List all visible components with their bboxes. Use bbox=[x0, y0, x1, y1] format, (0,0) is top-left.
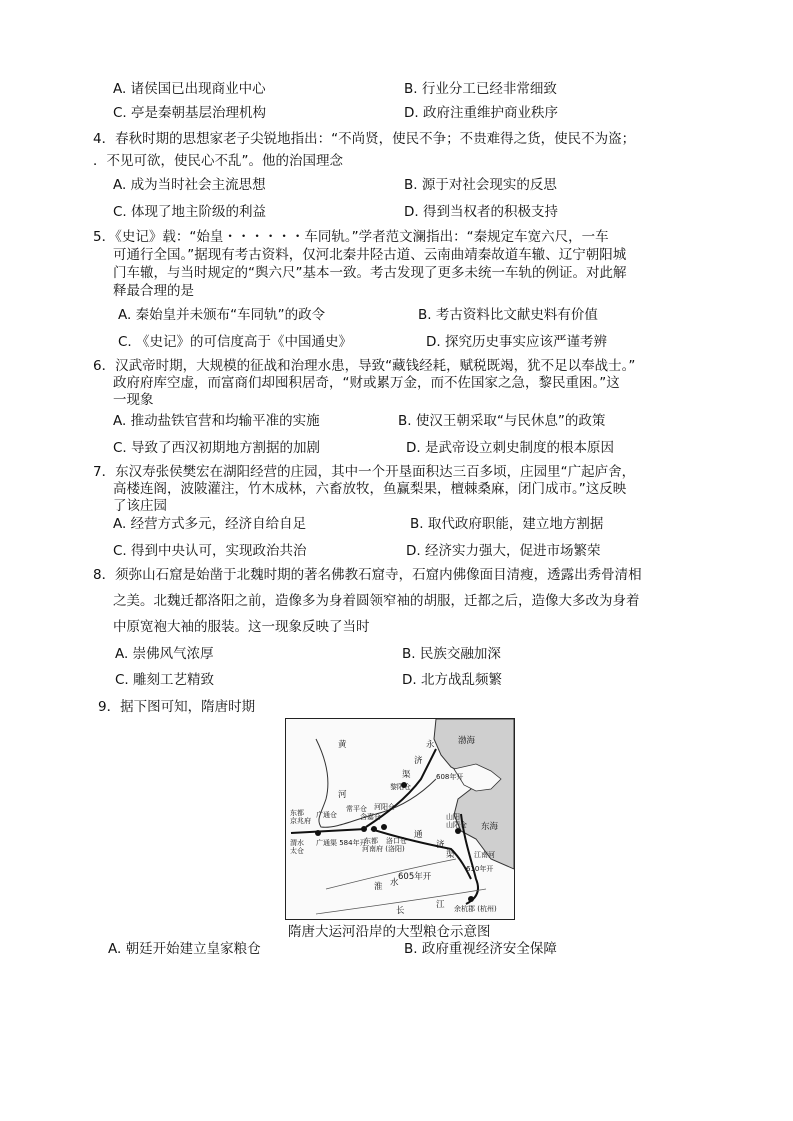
q5-option-a: A. 秦始皇并未颁布“车同轨”的政令 bbox=[118, 307, 326, 323]
map-label: 山阳仓 bbox=[446, 821, 467, 829]
map-label: 605年开 bbox=[398, 872, 432, 882]
granary-dot bbox=[315, 830, 321, 836]
q8-option-d: D. 北方战乱频繁 bbox=[402, 672, 502, 688]
granary-dot bbox=[381, 824, 387, 830]
map-label: 黄 bbox=[338, 740, 347, 750]
q6-stem-line2: 政府府库空虚，而富商们却囤积居奇，“财或累万金，而不佐国家之急，黎民重困。”这 bbox=[113, 375, 620, 391]
q4-option-b: B. 源于对社会现实的反思 bbox=[404, 177, 557, 193]
q8-stem-line2: 之美。北魏迁都洛阳之前，造像多为身着圆领窄袖的胡服，迁都之后，造像大多改为身着 bbox=[113, 593, 640, 609]
map-label: 东海 bbox=[481, 822, 499, 832]
granary-dot bbox=[468, 896, 474, 902]
map-label: 608年开 bbox=[436, 773, 464, 781]
map-label: 黎阳仓 bbox=[390, 783, 411, 791]
map-label: 广通仓 bbox=[316, 811, 337, 819]
q7-option-c: C. 得到中央认可，实现政治共治 bbox=[113, 543, 307, 559]
q6-option-c: C. 导致了西汉初期地方割据的加剧 bbox=[113, 440, 321, 456]
q4-option-c: C. 体现了地主阶级的利益 bbox=[113, 204, 267, 220]
map-label: 淮 bbox=[374, 882, 383, 892]
map-label: 永 bbox=[426, 740, 435, 750]
q7-stem-line1: 7．东汉寿张侯樊宏在湖阳经营的庄园，其中一个开垦面积达三百多顷，庄园里“广起庐舍， bbox=[93, 464, 636, 480]
map-label: 河阳仓 bbox=[374, 803, 395, 811]
q6-stem-line1: 6．汉武帝时期，大规模的征战和治理水患，导致“藏钱经耗，赋税既竭，犹不足以奉战士。” bbox=[93, 358, 636, 374]
map-label: 洛口仓 bbox=[386, 837, 407, 845]
map-label: 渭水 bbox=[290, 839, 304, 847]
map-label: 东都 bbox=[364, 837, 378, 845]
map-label: 渠 bbox=[402, 770, 411, 780]
map-label: 常平仓 bbox=[346, 805, 367, 813]
q8-option-a: A. 崇佛风气浓厚 bbox=[115, 646, 214, 662]
q5-option-d: D. 探究历史事实应该严谨考辨 bbox=[426, 334, 607, 350]
q8-option-b: B. 民族交融加深 bbox=[402, 646, 501, 662]
q9-option-a: A. 朝廷开始建立皇家粮仓 bbox=[108, 941, 261, 957]
q9-option-b: B. 政府重视经济安全保障 bbox=[404, 941, 557, 957]
map-label: 含嘉仓 bbox=[360, 813, 381, 821]
q5-stem-line4: 释最合理的是 bbox=[113, 283, 194, 299]
q6-option-b: B. 使汉王朝采取“与民休息”的政策 bbox=[398, 413, 606, 429]
q5-option-c: C. 《史记》的可信度高于《中国通史》 bbox=[118, 334, 353, 350]
map-label: 京兆府 bbox=[290, 817, 311, 825]
q6-option-d: D. 是武帝设立刺史制度的根本原因 bbox=[406, 440, 614, 456]
map-label: 广通渠 584年开 bbox=[316, 839, 367, 847]
map-label: 长 bbox=[396, 906, 405, 916]
q8-option-c: C. 雕刻工艺精致 bbox=[115, 672, 215, 688]
q5-stem-line2: 可通行全国。”据现有考古资料，仅河北秦井陉古道、云南曲靖秦故道车辙、辽宁朝阳城 bbox=[113, 247, 627, 263]
q4-option-a: A. 成为当时社会主流思想 bbox=[113, 177, 266, 193]
map-label: 济 bbox=[436, 840, 445, 850]
q6-stem-line3: 一现象 bbox=[113, 392, 154, 408]
map-label: 江南河 bbox=[474, 851, 495, 859]
map-label: 通 bbox=[414, 830, 423, 840]
q5-stem-line3: 门车辙，与当时规定的“舆六尺”基本一致。考古发现了更多未统一车轨的例证。对此解 bbox=[113, 265, 627, 281]
q5-stem-line1: 5．《史记》载：“始皇・・・・・・车同轨。”学者范文澜指出：“秦规定车宽六尺，一车 bbox=[93, 229, 609, 245]
q7-stem-line3: 了该庄园 bbox=[113, 498, 167, 514]
q8-stem-line1: 8．须弥山石窟是始凿于北魏时期的著名佛教石窟寺，石窟内佛像面目清瘦，透露出秀骨清相 bbox=[93, 567, 642, 583]
q4-option-d: D. 得到当权者的积极支持 bbox=[404, 204, 558, 220]
q4-stem-line2: ．不见可欲，使民心不乱”。他的治国理念 bbox=[93, 153, 343, 169]
q8-stem-line3: 中原宽袍大袖的服装。这一现象反映了当时 bbox=[113, 619, 370, 635]
q3-option-c: C. 亭是秦朝基层治理机构 bbox=[113, 105, 267, 121]
q3-option-a: A. 诸侯国已出现商业中心 bbox=[113, 81, 266, 97]
q9-stem-line1: 9．据下图可知，隋唐时期 bbox=[98, 699, 256, 715]
map-label: 江 bbox=[436, 900, 445, 910]
map-label: 东都 bbox=[290, 809, 304, 817]
q7-option-d: D. 经济实力强大，促进市场繁荣 bbox=[406, 543, 601, 559]
q7-option-a: A. 经营方式多元，经济自给自足 bbox=[113, 516, 307, 532]
q5-option-b: B. 考古资料比文献史料有价值 bbox=[418, 307, 598, 323]
q7-option-b: B. 取代政府职能，建立地方割据 bbox=[410, 516, 604, 532]
map-label: 610年开 bbox=[466, 865, 494, 873]
q7-stem-line2: 高楼连阁，波陂灌注，竹木成林，六畜放牧，鱼赢梨果，檀棘桑麻，闭门成市。”这反映 bbox=[113, 481, 627, 497]
map-label: 渠 bbox=[446, 850, 455, 860]
q6-option-a: A. 推动盐铁官营和均输平准的实施 bbox=[113, 413, 320, 429]
grand-canal-granary-map bbox=[285, 718, 515, 920]
map-caption: 隋唐大运河沿岸的大型粮仓示意图 bbox=[288, 924, 491, 940]
map-svg bbox=[286, 719, 514, 919]
map-label: 余杭郡 (杭州) bbox=[454, 905, 497, 913]
q3-option-b: B. 行业分工已经非常细致 bbox=[404, 81, 557, 97]
q4-stem-line1: 4．春秋时期的思想家老子尖锐地指出：“不尚贤，使民不争；不贵难得之货，使民不为盗； bbox=[93, 131, 636, 147]
map-label: 太仓 bbox=[290, 847, 304, 855]
map-label: 水 bbox=[390, 878, 399, 888]
granary-dot bbox=[361, 826, 367, 832]
map-label: 河 bbox=[338, 790, 347, 800]
q3-option-d: D. 政府注重维护商业秩序 bbox=[404, 105, 558, 121]
guangtong-canal bbox=[291, 829, 366, 833]
granary-dot bbox=[371, 826, 377, 832]
map-label: 渤海 bbox=[458, 736, 476, 746]
map-label: 山阳 bbox=[446, 813, 460, 821]
map-label: 河南府 (洛阳) bbox=[362, 845, 405, 853]
map-label: 济 bbox=[414, 756, 423, 766]
